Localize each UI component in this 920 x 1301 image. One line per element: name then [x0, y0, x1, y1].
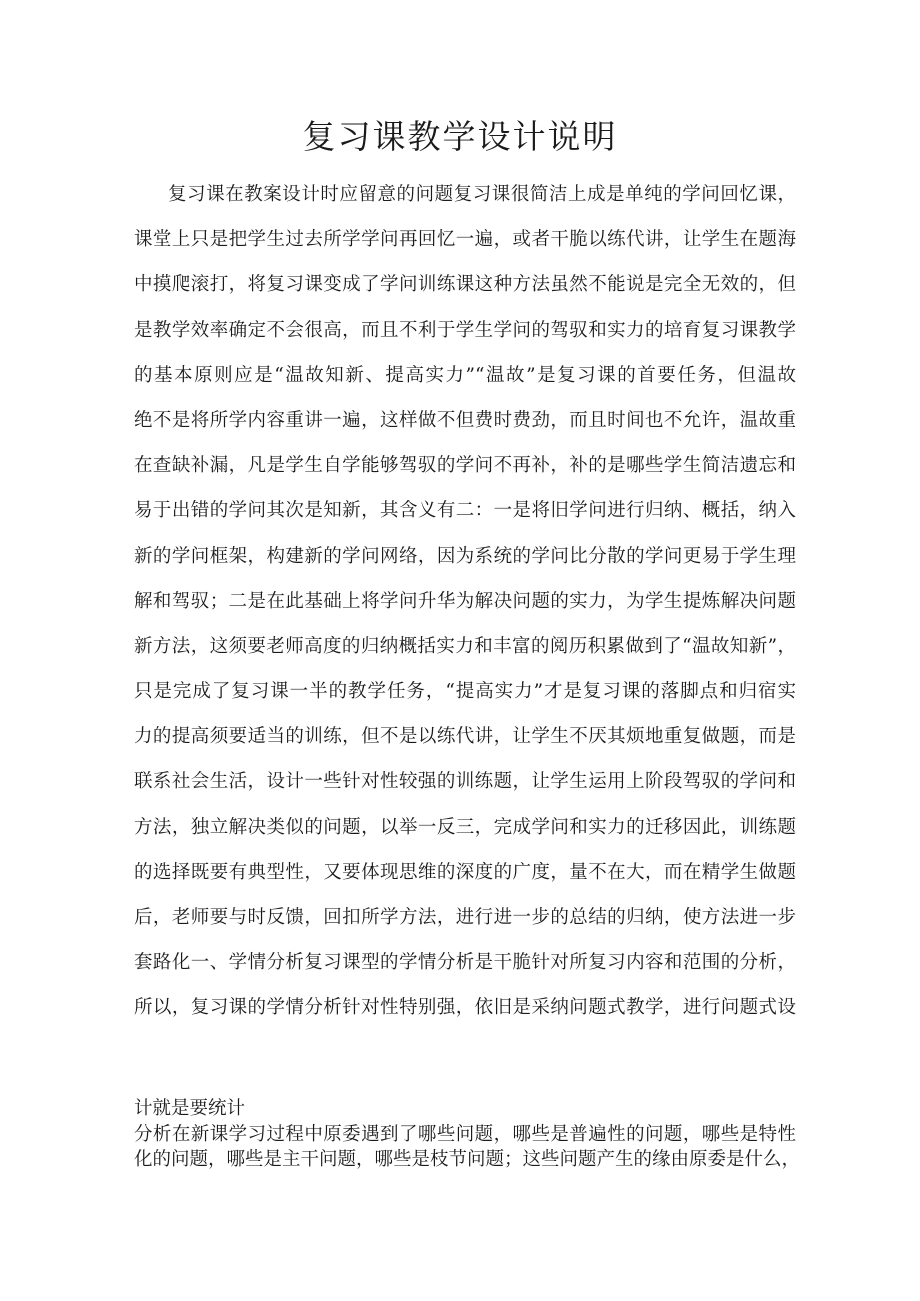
- body-line: 力的提高须要适当的训练，但不是以练代讲，让学生不厌其烦地重复做题，而是: [134, 726, 796, 748]
- body-line: 的选择既要有典型性，又要体现思维的深度的广度，量不在大，而在精学生做题: [134, 861, 796, 883]
- body-line: 套路化一、学情分析复习课型的学情分析是干脆针对所复习内容和范围的分析，: [134, 952, 796, 974]
- tail-line: 化的问题，哪些是主干问题，哪些是枝节问题；这些问题产生的缘由原委是什么，: [134, 1149, 801, 1170]
- body-line: 方法，独立解决类似的问题，以举一反三，完成学问和实力的迁移因此，训练题: [134, 816, 796, 838]
- body-line: 只是完成了复习课一半的教学任务，“提高实力”才是复习课的落脚点和归宿实: [134, 681, 796, 703]
- body-line: 解和驾驭；二是在此基础上将学问升华为解决问题的实力，为学生提炼解决问题: [134, 590, 796, 612]
- body-line: 复习课在教案设计时应留意的问题复习课很简洁上成是单纯的学问回忆课，: [168, 184, 796, 205]
- body-line: 绝不是将所学内容重讲一遍，这样做不但费时费劲，而且时间也不允许，温故重: [134, 409, 796, 431]
- document-tail: [134, 1096, 801, 1173]
- document-title: 复习课教学设计说明: [302, 117, 618, 156]
- tail-line: 计就是要统计: [134, 1098, 246, 1119]
- body-line: 联系社会生活，设计一些针对性较强的训练题，让学生运用上阶段驾驭的学问和: [134, 771, 796, 793]
- tail-line: 分析在新课学习过程中原委遇到了哪些问题，哪些是普遍性的问题，哪些是特性: [134, 1123, 796, 1145]
- body-line: 是教学效率确定不会很高，而且不利于学生学问的驾驭和实力的培育复习课教学: [134, 319, 796, 341]
- body-line: 新方法，这须要老师高度的归纳概括实力和丰富的阅历积累做到了“温故知新”，: [134, 635, 796, 657]
- body-line: 在查缺补漏，凡是学生自学能够驾驭的学问不再补，补的是哪些学生简洁遗忘和: [134, 455, 796, 477]
- body-line: 的基本原则应是“温故知新、提高实力”“温故”是复习课的首要任务，但温故: [134, 364, 796, 386]
- body-line: 课堂上只是把学生过去所学学问再回忆一遍，或者干脆以练代讲，让学生在题海: [134, 229, 796, 251]
- body-line: 新的学问框架，构建新的学问网络，因为系统的学问比分散的学问更易于学生理: [134, 545, 796, 567]
- body-line: 后，老师要与时反馈，回扣所学方法，进行进一步的总结的归纳，使方法进一步: [134, 907, 796, 928]
- body-line: 所以，复习课的学情分析针对性特别强，依旧是采纳问题式教学，进行问题式设: [134, 997, 796, 1019]
- body-line: 易于出错的学问其次是知新，其含义有二：一是将旧学问进行归纳、概括，纳入: [134, 500, 796, 522]
- document-body: [134, 172, 796, 1031]
- body-line: 中摸爬滚打，将复习课变成了学问训练课这种方法虽然不能说是完全无效的，但: [134, 274, 796, 296]
